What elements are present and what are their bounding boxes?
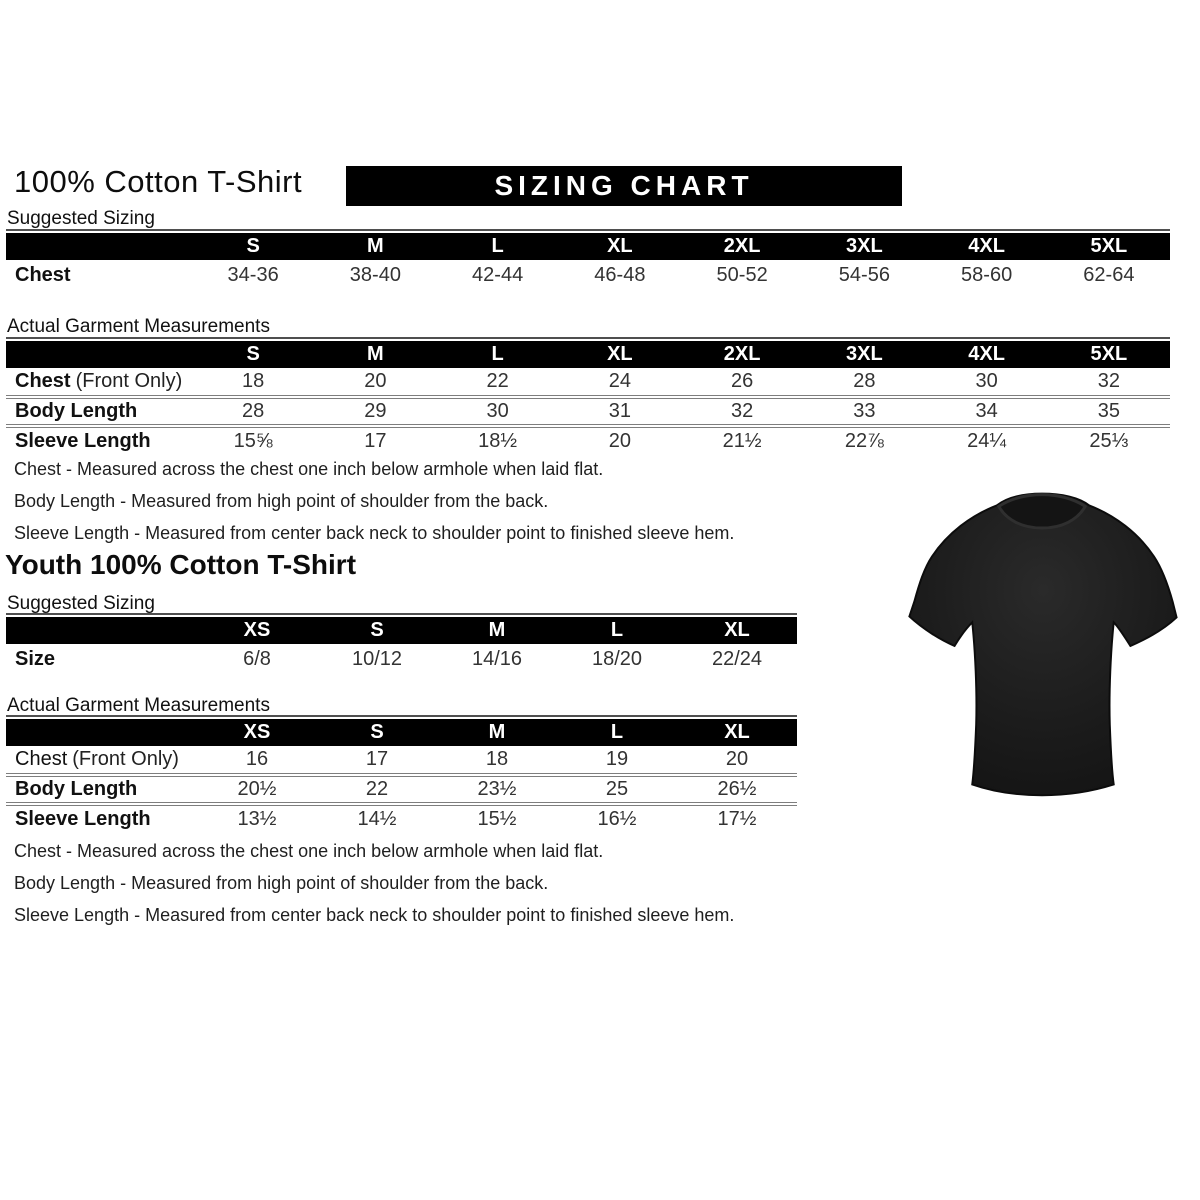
adult-actual-heading: Actual Garment Measurements bbox=[7, 316, 270, 337]
size-col-header: XL bbox=[677, 617, 797, 644]
measurement-cell: 13½ bbox=[197, 804, 317, 833]
measurement-cell: 30 bbox=[437, 397, 559, 426]
measurement-cell: 14½ bbox=[317, 804, 437, 833]
size-col-header: 5XL bbox=[1048, 341, 1170, 368]
header-spacer bbox=[6, 617, 197, 644]
measurement-cell: 21½ bbox=[681, 426, 803, 455]
size-col-header: XS bbox=[197, 617, 317, 644]
tshirt-image bbox=[893, 474, 1191, 808]
table-row bbox=[6, 644, 797, 675]
measurement-cell: 54-56 bbox=[838, 264, 890, 286]
measurement-cell: 50-52 bbox=[716, 264, 768, 286]
measurement-cell: 18½ bbox=[437, 426, 559, 455]
size-col-header: S bbox=[192, 233, 314, 260]
table-row bbox=[6, 260, 1170, 291]
size-col-header: 2XL bbox=[681, 233, 803, 260]
measurement-cell: 17½ bbox=[677, 804, 797, 833]
youth-suggested-table-wrap bbox=[6, 613, 797, 675]
youth-actual-table-wrap bbox=[6, 715, 797, 833]
size-col-header: 4XL bbox=[926, 233, 1048, 260]
size-col-header: M bbox=[437, 617, 557, 644]
measurement-cell: 24 bbox=[608, 370, 631, 392]
measurement-cell: 6/8 bbox=[243, 648, 271, 670]
note-line: Chest - Measured across the chest one inch below armhole when laid flat. bbox=[14, 841, 604, 861]
measurement-cell: 18 bbox=[242, 370, 265, 392]
header-spacer bbox=[6, 233, 192, 260]
youth-actual-table bbox=[6, 719, 797, 833]
measurement-cell: 15⅝ bbox=[192, 426, 314, 455]
table-row bbox=[6, 746, 797, 775]
note-line: Chest - Measured across the chest one inch below armhole when laid flat. bbox=[14, 459, 604, 479]
youth-actual-heading: Actual Garment Measurements bbox=[7, 695, 270, 716]
measurement-cell: 22 bbox=[317, 775, 437, 804]
measurement-cell: 23½ bbox=[437, 775, 557, 804]
row-label: Body Length bbox=[15, 778, 138, 800]
adult-suggested-heading: Suggested Sizing bbox=[7, 208, 155, 229]
row-label-cell bbox=[6, 368, 192, 397]
adult-suggested-table-wrap bbox=[6, 229, 1170, 291]
row-label-cell bbox=[6, 260, 192, 291]
adult-actual-table-wrap bbox=[6, 337, 1170, 455]
row-label: Chest bbox=[15, 748, 68, 770]
size-col-header: M bbox=[314, 233, 436, 260]
measurement-cell: 10/12 bbox=[351, 648, 403, 670]
measurement-cell: 46-48 bbox=[594, 264, 646, 286]
measurement-cell: 32 bbox=[681, 397, 803, 426]
row-label-cell bbox=[6, 644, 197, 675]
row-label: Sleeve Length bbox=[15, 430, 151, 452]
black-tshirt-graphic bbox=[893, 474, 1191, 808]
row-label: Sleeve Length bbox=[15, 808, 151, 830]
measurement-cell: 62-64 bbox=[1083, 264, 1135, 286]
measurement-cell: 18/20 bbox=[591, 648, 643, 670]
page-title: 100% Cotton T-Shirt bbox=[14, 164, 303, 199]
header-spacer bbox=[6, 719, 197, 746]
sizing-chart-banner-label: SIZING CHART bbox=[494, 170, 754, 201]
size-col-header: XL bbox=[559, 341, 681, 368]
measurement-cell: 20 bbox=[364, 370, 387, 392]
youth-suggested-heading: Suggested Sizing bbox=[7, 593, 155, 614]
size-col-header: 4XL bbox=[926, 341, 1048, 368]
row-label-cell bbox=[6, 426, 192, 455]
measurement-cell: 18 bbox=[485, 748, 509, 770]
size-col-header: S bbox=[317, 719, 437, 746]
sizing-chart-banner bbox=[346, 166, 902, 206]
measurement-cell: 14/16 bbox=[471, 648, 523, 670]
measurement-cell: 22 bbox=[486, 370, 509, 392]
table-row bbox=[6, 775, 797, 804]
measurement-cell: 17 bbox=[365, 748, 389, 770]
youth-section-title: Youth 100% Cotton T-Shirt bbox=[5, 549, 357, 580]
size-col-header: L bbox=[437, 341, 559, 368]
size-col-header: 3XL bbox=[803, 341, 925, 368]
measurement-cell: 34-36 bbox=[227, 264, 279, 286]
table-row bbox=[6, 368, 1170, 397]
measurement-cell: 38-40 bbox=[349, 264, 401, 286]
size-col-header: XS bbox=[197, 719, 317, 746]
row-label-note: (Front Only) bbox=[72, 748, 179, 770]
measurement-cell: 28 bbox=[192, 397, 314, 426]
measurement-cell: 26½ bbox=[677, 775, 797, 804]
note-line: Body Length - Measured from high point of shoulder from the back. bbox=[14, 491, 549, 511]
measurement-cell: 58-60 bbox=[961, 264, 1013, 286]
size-col-header: S bbox=[192, 341, 314, 368]
youth-suggested-table bbox=[6, 617, 797, 675]
size-col-header: XL bbox=[559, 233, 681, 260]
measurement-cell: 25⅓ bbox=[1048, 426, 1170, 455]
youth-measurement-notes bbox=[14, 841, 834, 937]
row-label-note: (Front Only) bbox=[75, 370, 183, 392]
measurement-cell: 35 bbox=[1048, 397, 1170, 426]
measurement-cell: 16½ bbox=[557, 804, 677, 833]
measurement-cell: 32 bbox=[1097, 370, 1120, 392]
row-label-cell bbox=[6, 397, 192, 426]
adult-actual-header-row bbox=[6, 341, 1170, 368]
row-label: Chest bbox=[15, 370, 71, 392]
row-label-cell bbox=[6, 775, 197, 804]
size-col-header: 2XL bbox=[681, 341, 803, 368]
measurement-cell: 42-44 bbox=[472, 264, 524, 286]
youth-actual-header-row bbox=[6, 719, 797, 746]
measurement-cell: 19 bbox=[605, 748, 629, 770]
note-line: Sleeve Length - Measured from center back neck to shoulder point to finished sleeve hem. bbox=[14, 905, 735, 925]
size-col-header: L bbox=[557, 719, 677, 746]
header-spacer bbox=[6, 341, 192, 368]
size-col-header: M bbox=[314, 341, 436, 368]
row-label: Body Length bbox=[15, 400, 138, 422]
size-col-header: XL bbox=[677, 719, 797, 746]
measurement-cell: 29 bbox=[314, 397, 436, 426]
measurement-cell: 33 bbox=[803, 397, 925, 426]
size-col-header: M bbox=[437, 719, 557, 746]
measurement-cell: 26 bbox=[731, 370, 754, 392]
row-label-cell bbox=[6, 746, 197, 775]
size-col-header: L bbox=[437, 233, 559, 260]
measurement-cell: 34 bbox=[926, 397, 1048, 426]
measurement-cell: 24¼ bbox=[926, 426, 1048, 455]
size-col-header: 3XL bbox=[803, 233, 925, 260]
row-label: Chest bbox=[15, 264, 71, 286]
note-line: Sleeve Length - Measured from center back neck to shoulder point to finished sleeve hem. bbox=[14, 523, 735, 543]
table-row bbox=[6, 804, 797, 833]
measurement-cell: 30 bbox=[975, 370, 998, 392]
size-col-header: L bbox=[557, 617, 677, 644]
measurement-cell: 31 bbox=[559, 397, 681, 426]
measurement-cell: 17 bbox=[314, 426, 436, 455]
measurement-cell: 20 bbox=[559, 426, 681, 455]
note-line: Body Length - Measured from high point of shoulder from the back. bbox=[14, 873, 549, 893]
youth-suggested-header-row bbox=[6, 617, 797, 644]
table-row bbox=[6, 397, 1170, 426]
adult-suggested-header-row bbox=[6, 233, 1170, 260]
size-col-header: S bbox=[317, 617, 437, 644]
size-col-header: 5XL bbox=[1048, 233, 1170, 260]
measurement-cell: 20 bbox=[725, 748, 749, 770]
adult-measurement-notes bbox=[14, 459, 834, 555]
measurement-cell: 28 bbox=[853, 370, 876, 392]
measurement-cell: 20½ bbox=[197, 775, 317, 804]
table-row bbox=[6, 426, 1170, 455]
adult-actual-table bbox=[6, 341, 1170, 455]
row-label: Size bbox=[15, 648, 56, 670]
adult-suggested-table bbox=[6, 233, 1170, 291]
row-label-cell bbox=[6, 804, 197, 833]
measurement-cell: 25 bbox=[557, 775, 677, 804]
measurement-cell: 22⅞ bbox=[803, 426, 925, 455]
measurement-cell: 15½ bbox=[437, 804, 557, 833]
measurement-cell: 22/24 bbox=[711, 648, 763, 670]
measurement-cell: 16 bbox=[245, 748, 269, 770]
